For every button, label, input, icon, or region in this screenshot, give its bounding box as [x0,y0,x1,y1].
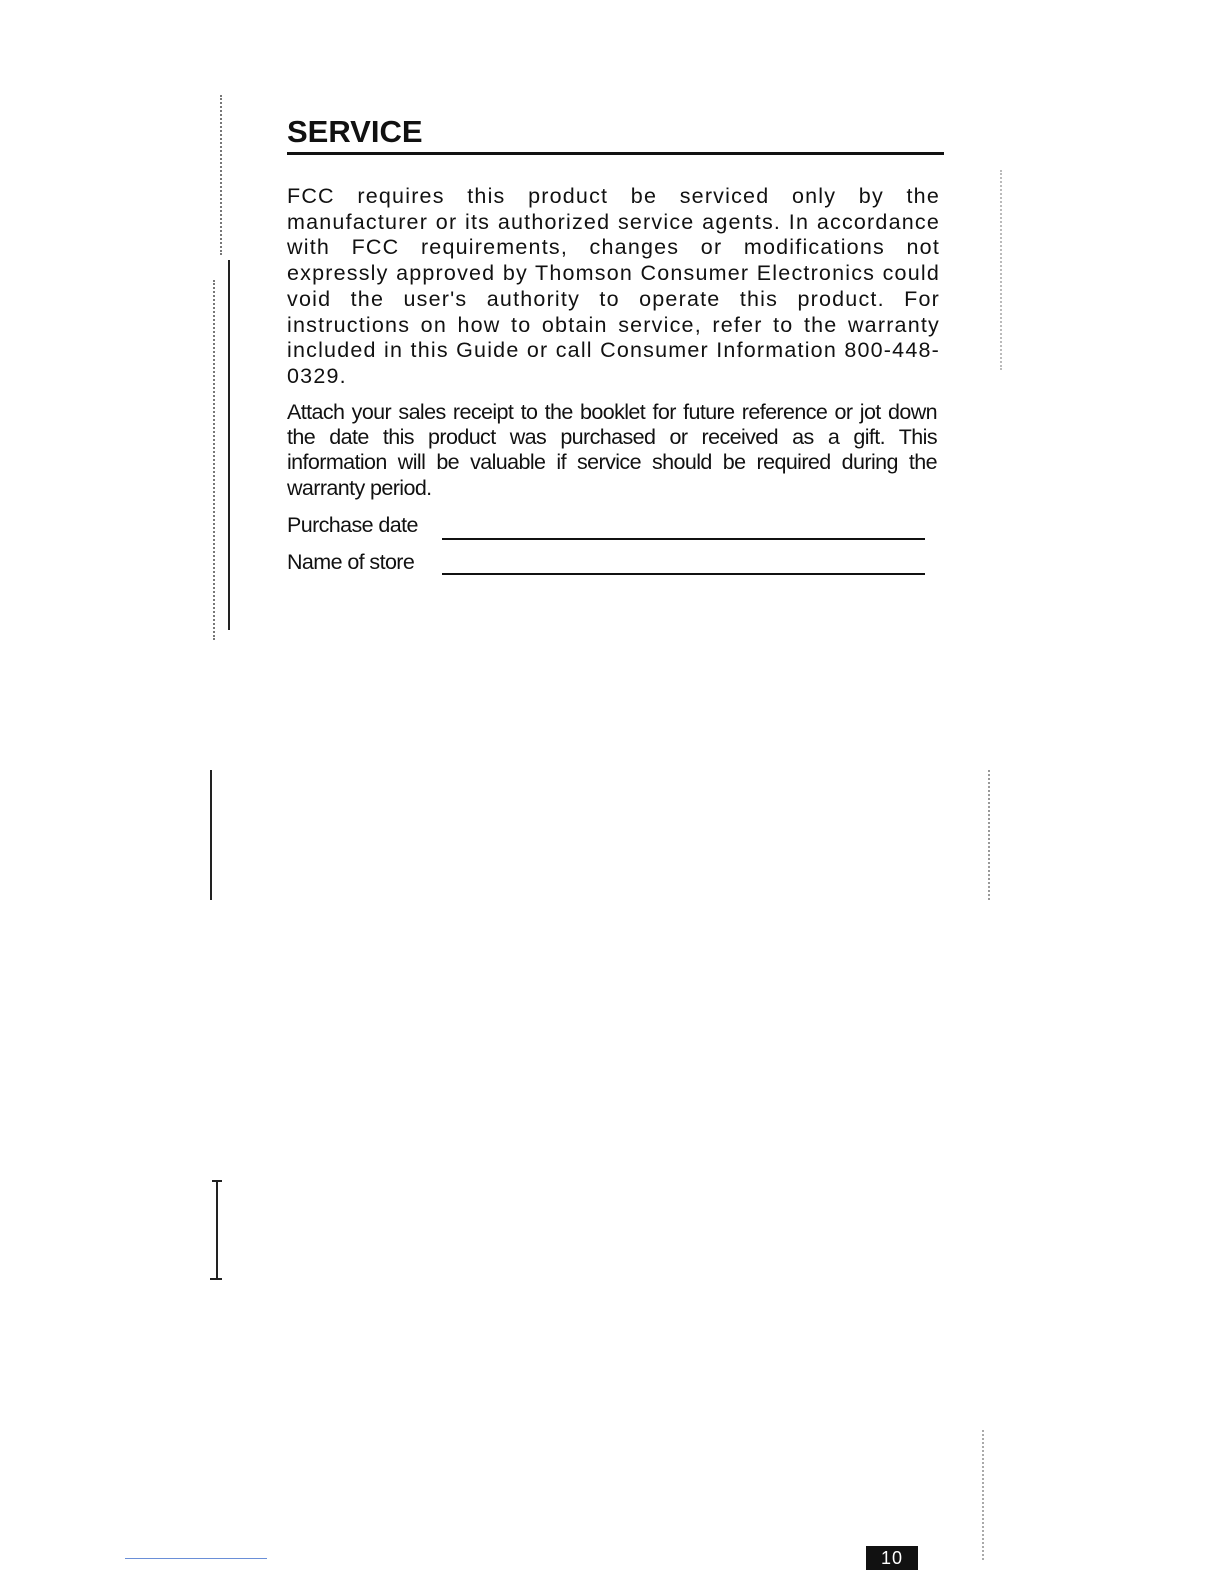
sales-receipt-paragraph: Attach your sales receipt to the booklet for future reference or jot down the date this product was purchased or received as a gift. This information will be valuable if service should be required during the warranty period. [287,400,937,500]
heading-underline [287,152,944,155]
right-artifact-dots-2 [988,770,992,900]
purchase-date-label: Purchase date [287,513,418,537]
page-number-badge: 10 [866,1546,918,1570]
margin-artifact-dots-left [213,280,217,640]
margin-artifact-bar-lower [210,770,212,900]
right-artifact-dots-3 [982,1430,986,1560]
margin-artifact-bottom-tick [210,1278,222,1280]
purchase-date-blank-line [442,538,925,540]
right-artifact-dots-1 [1000,170,1004,370]
purchase-date-field [287,510,418,538]
fcc-service-paragraph: FCC requires this product be serviced only by the manufacturer or its authorized service agents. In accordance with FCC requirements, changes or modifications not expressly approved by Thomson Consumer Electronics could void the user's authority to operate this product. For instructions on how to obtain service, refer to the warranty included in this Guide or call Consumer Information 800-448-0329. [287,184,940,388]
margin-artifact-bar [228,260,230,630]
bottom-blue-rule [125,1558,267,1559]
name-of-store-label: Name of store [287,550,415,574]
name-of-store-blank-line [442,573,925,575]
margin-artifact-dots-top [220,95,224,255]
margin-artifact-stem [216,1180,218,1280]
section-heading: SERVICE [287,114,423,149]
name-of-store-field [287,547,414,575]
